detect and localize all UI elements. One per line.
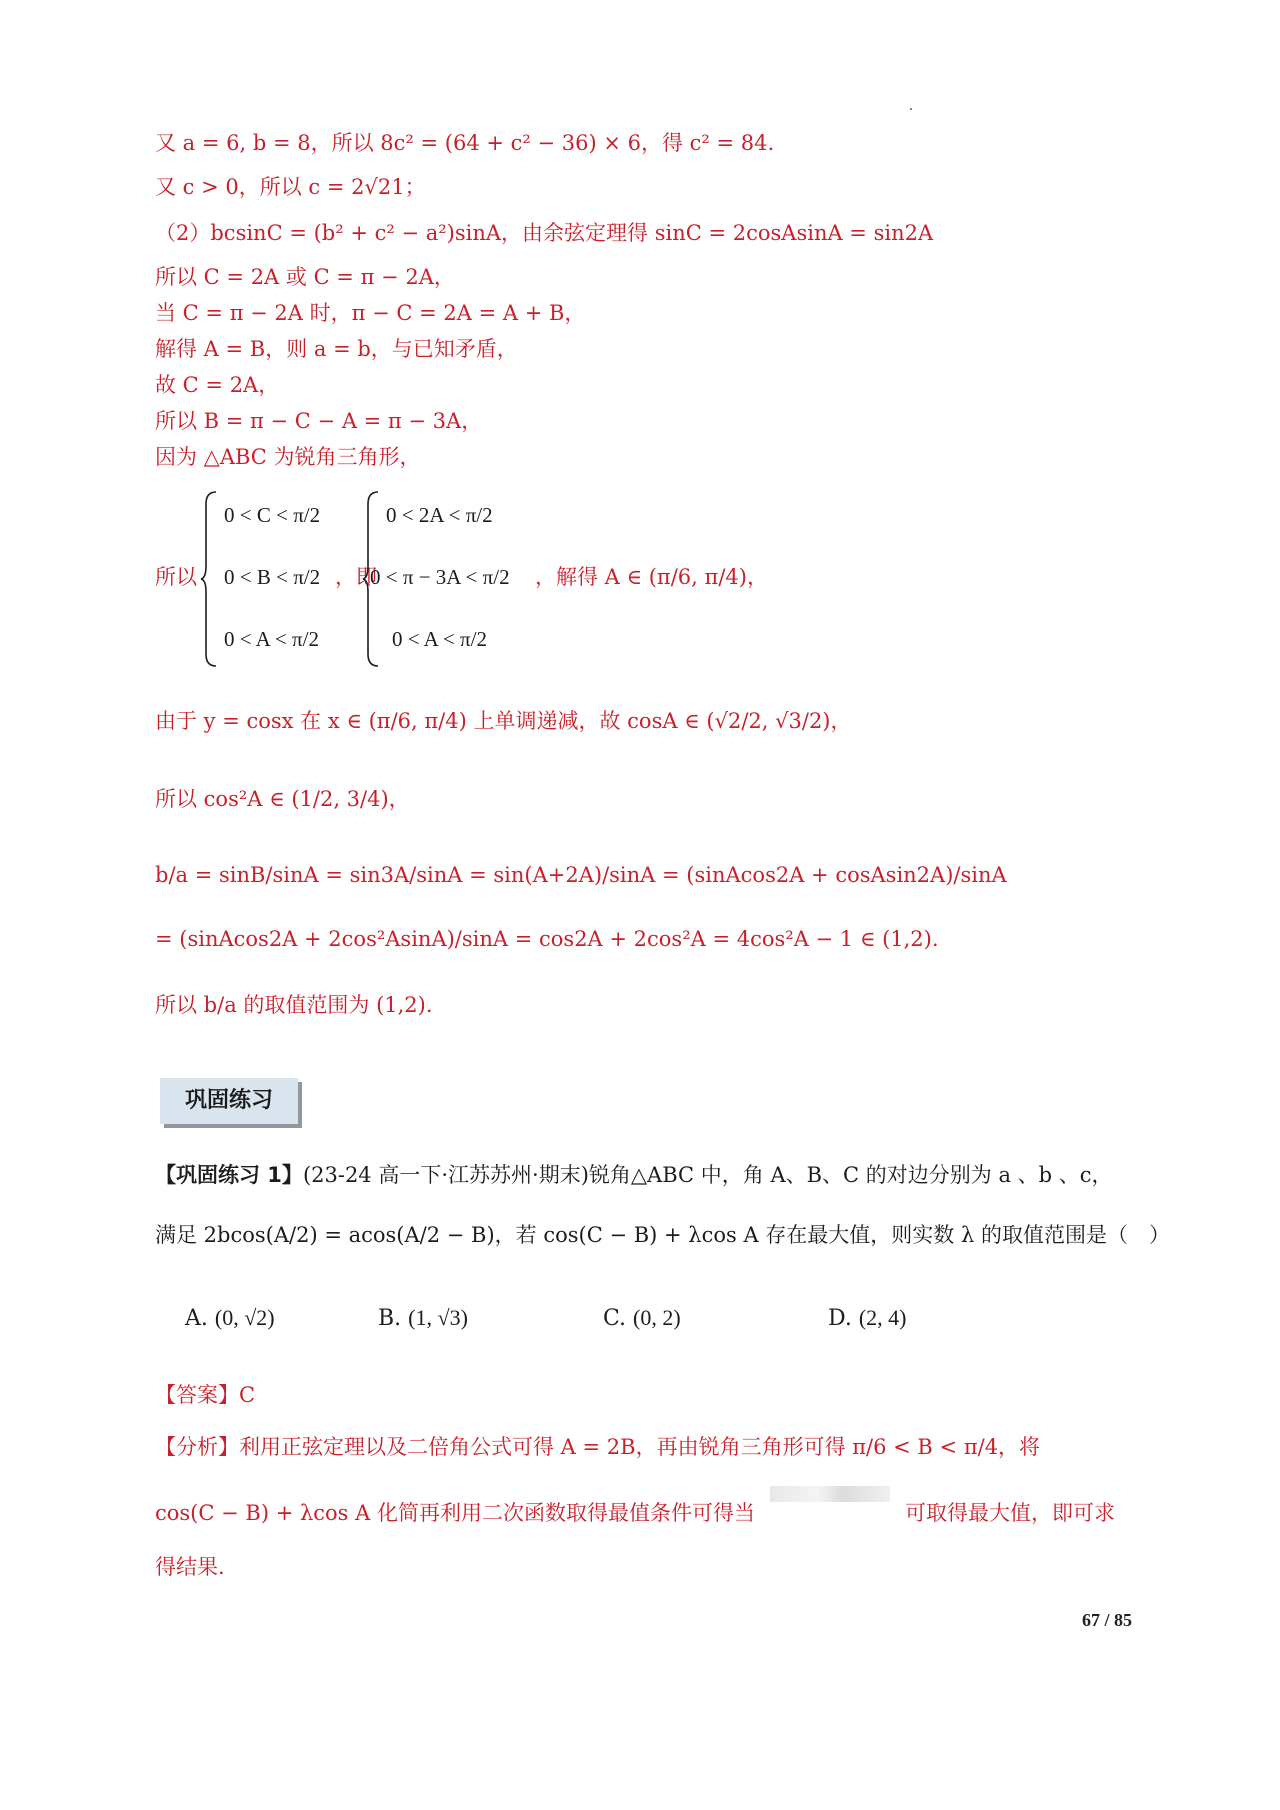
solution-line-13: = (sinAcos2A + 2cos²AsinA)/sinA = cos2A + 2cos²A = 4cos²A − 1 ∈ (1,2).: [155, 927, 939, 951]
choice-c[interactable]: C. (0, 2): [603, 1305, 681, 1331]
exercise-stem-1: 锐角△ABC 中，角 A、B、C 的对边分别为 a 、b 、c，: [588, 1163, 1113, 1187]
choice-a[interactable]: A. (0, √2): [185, 1305, 275, 1331]
system-mid: ，即: [335, 565, 377, 589]
solution-line-12: b/a = sinB/sinA = sin3A/sinA = sin(A+2A)/sinA = (sinAcos2A + cosAsin2A)/sinA: [155, 863, 1007, 887]
analysis-line-1: 【分析】利用正弦定理以及二倍角公式可得 A = 2B，再由锐角三角形可得 π/6 < B < π/4，将: [155, 1435, 1041, 1459]
solution-line-5: 当 C = π − 2A 时，π − C = 2A = A + B，: [155, 301, 586, 325]
system-right-row-1: 0 < 2A < π/2: [386, 503, 493, 527]
analysis-label: 【分析】: [155, 1435, 239, 1459]
system-prefix: 所以: [155, 565, 197, 589]
section-badge: [160, 1078, 298, 1124]
system-left-row-2: 0 < B < π/2: [224, 565, 321, 589]
choice-d[interactable]: D. (2, 4): [828, 1305, 907, 1331]
solution-line-14: 所以 b/a 的取值范围为 (1,2).: [155, 993, 433, 1017]
solution-line-6: 解得 A = B，则 a = b，与已知矛盾，: [155, 337, 518, 361]
solution-line-7: 故 C = 2A，: [155, 373, 280, 397]
analysis-line-3: 得结果.: [155, 1555, 225, 1579]
solution-line-9: 因为 △ABC 为锐角三角形，: [155, 445, 421, 469]
solution-line-1: 又 a = 6, b = 8，所以 8c² = (64 + c² − 36) × 6，得 c² = 84.: [155, 131, 775, 155]
answer-line: [155, 1380, 255, 1410]
exercise-stem-line-2: 满足 2bcos(A/2) = acos(A/2 − B)，若 cos(C − B) + λcos A 存在最大值，则实数 λ 的取值范围是（ ）: [155, 1223, 1170, 1247]
solution-line-8: 所以 B = π − C − A = π − 3A，: [155, 409, 483, 433]
system-left-row-1: 0 < C < π/2: [224, 503, 321, 527]
system-left-row-3: 0 < A < π/2: [224, 627, 319, 651]
page-number: 67 / 85: [1081, 1610, 1132, 1630]
system-result: ，解得 A ∈ (π/6, π/4)，: [535, 565, 768, 589]
solution-line-2: 又 c > 0，所以 c = 2√21；: [155, 175, 426, 199]
solution-line-10: 由于 y = cosx 在 x ∈ (π/6, π/4) 上单调递减，故 cosA ∈ (√2/2, √3/2)，: [155, 709, 852, 733]
solution-line-4: 所以 C = 2A 或 C = π − 2A，: [155, 265, 455, 289]
answer-label: 【答案】: [155, 1383, 239, 1407]
scan-smudge: [770, 1486, 890, 1502]
choice-b[interactable]: B. (1, √3): [378, 1305, 468, 1331]
answer-value: C: [239, 1383, 256, 1407]
solution-line-11: 所以 cos²A ∈ (1/2, 3/4)，: [155, 787, 410, 811]
analysis-line-2b: 可取得最大值，即可求: [905, 1501, 1115, 1525]
exercise-stem-line-1: [155, 1160, 1113, 1190]
left-brace-1: [200, 490, 220, 668]
scan-dot: [910, 108, 912, 110]
exercise-source: (23-24 高一下·江苏苏州·期末): [302, 1163, 589, 1187]
solution-line-3: （2）bcsinC = (b² + c² − a²)sinA，由余弦定理得 sinC = 2cosAsinA = sin2A: [155, 221, 934, 245]
section-title: 巩固练习: [184, 1088, 273, 1113]
analysis-line-2: cos(C − B) + λcos A 化简再利用二次函数取得最值条件可得当: [155, 1501, 755, 1525]
system-right-row-2: 0 < π − 3A < π/2: [370, 565, 510, 589]
exercise-label: 【巩固练习 1】: [155, 1163, 303, 1187]
system-right-row-3: 0 < A < π/2: [392, 627, 487, 651]
